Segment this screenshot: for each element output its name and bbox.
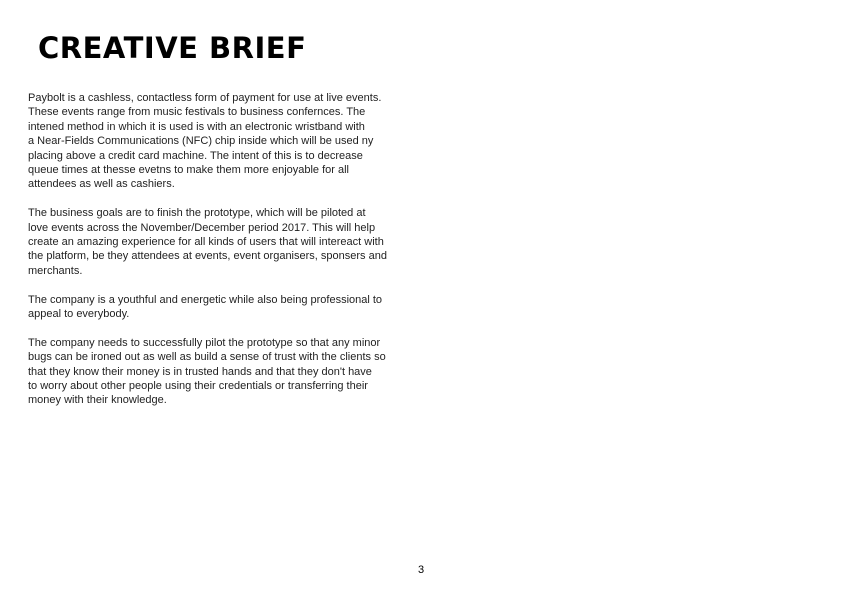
- text-line: love events across the November/December period 2017. This will help: [28, 221, 376, 234]
- page-title: CREATIVE BRIEF: [38, 31, 307, 65]
- paragraph-business-goals: [28, 206, 428, 278]
- text-line: bugs can be ironed out as well as build a sense of trust with the clients so: [28, 351, 386, 364]
- text-line: the platform, be they attendees at events, event organisers, sponsers and: [28, 250, 387, 263]
- text-line: These events range from music festivals to business confernces. The: [28, 106, 366, 119]
- brief-body: [28, 91, 428, 422]
- paragraph-pilot-needs: [28, 336, 428, 408]
- text-line: queue times at thesse evetns to make them more enjoyable for all: [28, 164, 350, 177]
- text-line: The company is a youthful and energetic while also being professional to: [28, 293, 383, 306]
- page-number: 3: [417, 564, 425, 576]
- text-line: money with their knowledge.: [28, 394, 167, 407]
- paragraph-overview: [28, 91, 428, 192]
- text-line: appeal to everybody.: [28, 308, 130, 321]
- text-line: placing above a credit card machine. The intent of this is to decrease: [28, 149, 363, 162]
- text-line: intened method in which it is used is with an electronic wristband with: [28, 120, 365, 133]
- text-line: that they know their money is in trusted hands and that they don't have: [28, 365, 372, 378]
- text-line: merchants.: [28, 264, 83, 277]
- text-line: The company needs to successfully pilot the prototype so that any minor: [28, 336, 381, 349]
- text-line: a Near-Fields Communications (NFC) chip inside which will be used ny: [28, 135, 374, 148]
- text-line: create an amazing experience for all kinds of users that will intereact with: [28, 236, 384, 249]
- text-line: attendees as well as cashiers.: [28, 178, 175, 191]
- text-line: to worry about other people using their credentials or transferring their: [28, 380, 368, 393]
- paragraph-company-tone: [28, 293, 428, 322]
- text-line: Paybolt is a cashless, contactless form of payment for use at live events.: [28, 92, 382, 104]
- text-line: The business goals are to finish the prototype, which will be piloted at: [28, 207, 366, 220]
